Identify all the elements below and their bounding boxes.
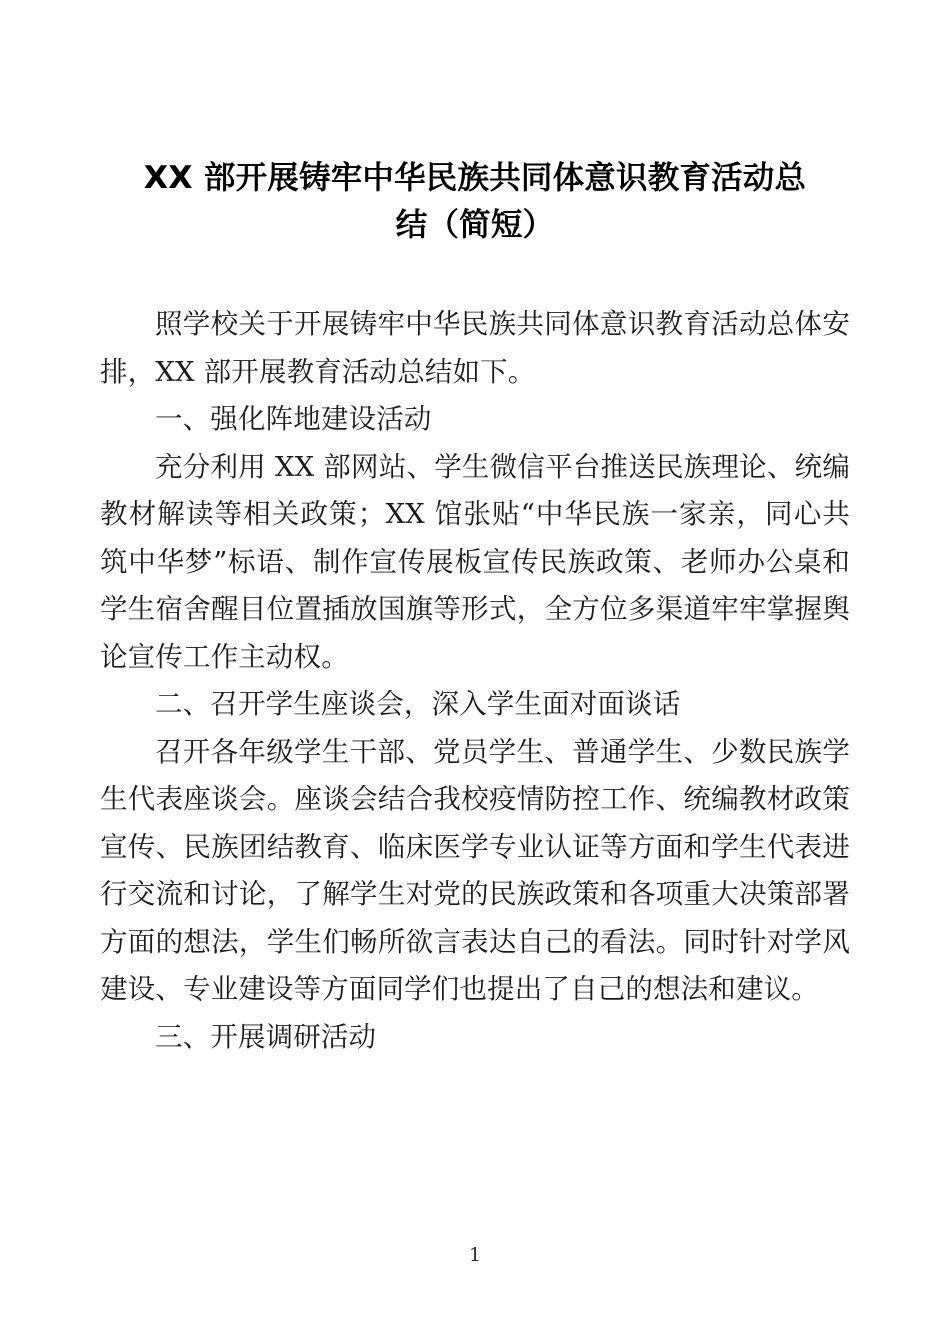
document-body	[100, 0, 850, 1061]
page-title-line-2: 结（简短）	[395, 207, 555, 243]
page-title	[100, 0, 850, 249]
document-content	[100, 301, 850, 1061]
page-title-line-1: XX 部开展铸牢中华民族共同体意识教育活动总	[143, 160, 807, 196]
section-heading-3: 三、开展调研活动	[155, 1020, 377, 1053]
page-number: 1	[468, 1244, 482, 1266]
paragraph-section-2-body: 召开各年级学生干部、党员学生、普通学生、少数民族学生代表座谈会。座谈会结合我校疫情防控工作、统编教材政策宣传、民族团结教育、临床医学专业认证等方面和学生代表进行交流和讨论，了解学生对党的民族政策和各项重大决策部署方面的想法，学生们畅所欲言表达自己的看法。同时针对学风建设、专业建设等方面同学们也提出了自己的想法和建议。	[100, 735, 850, 1005]
paragraph-intro: 照学校关于开展铸牢中华民族共同体意识教育活动总体安排，XX 部开展教育活动总结如下。	[100, 308, 850, 388]
section-heading-1: 一、强化阵地建设活动	[155, 403, 432, 435]
section-heading-2: 二、召开学生座谈会，深入学生面对面谈话	[155, 688, 681, 720]
paragraph-section-1-body: 充分利用 XX 部网站、学生微信平台推送民族理论、统编教材解读等相关政策；XX 馆张贴“中华民族一家亲，同心共筑中华梦”标语、制作宣传展板宣传民族政策、老师办公桌和学生宿舍醒目位置插放国旗等形式，全方位多渠道牢牢掌握舆论宣传工作主动权。	[100, 450, 850, 673]
